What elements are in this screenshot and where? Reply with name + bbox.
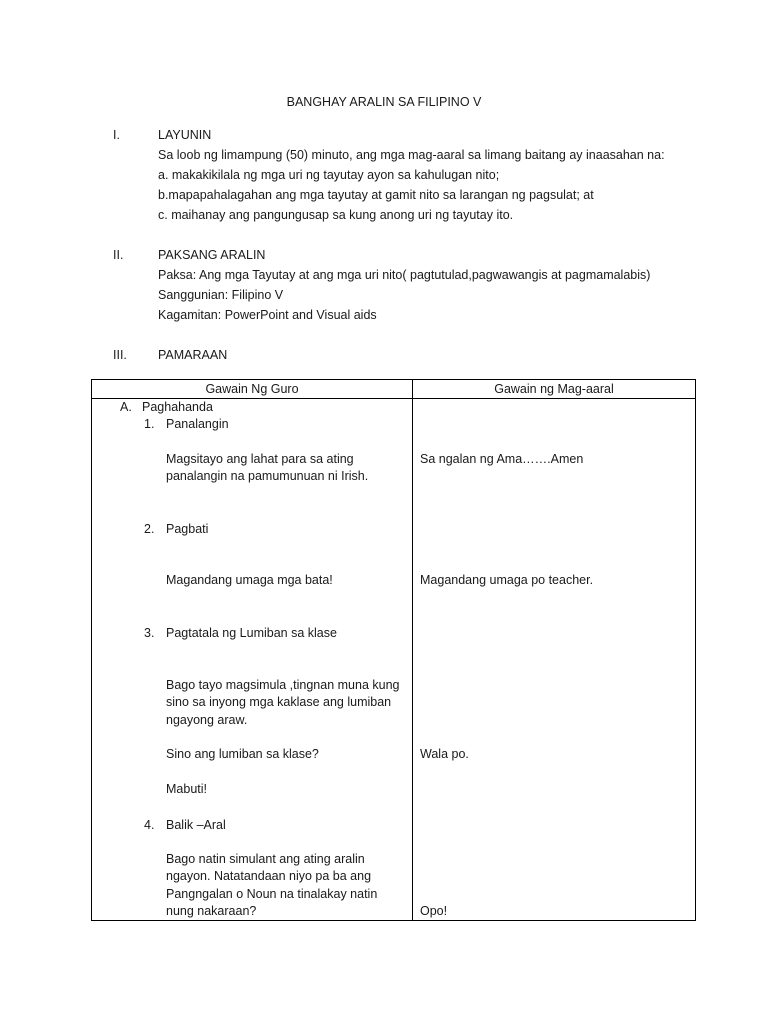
section-heading-paksang-aralin: PAKSANG ARALIN bbox=[158, 248, 266, 262]
guro-text: Bago tayo magsimula ,tingnan muna kung bbox=[166, 678, 400, 692]
layunin-line: Sa loob ng limampung (50) minuto, ang mga mag-aaral sa limang baitang ay inaasahan na: bbox=[158, 148, 665, 162]
lesson-plan-table bbox=[91, 379, 696, 921]
step-label-pagbati: Pagbati bbox=[166, 522, 209, 536]
guro-text: sino sa inyong mga kaklase ang lumiban bbox=[166, 695, 392, 709]
document-title: BANGHAY ARALIN SA FILIPINO V bbox=[286, 95, 482, 109]
paksa-line: Paksa: Ang mga Tayutay at ang mga uri nito( pagtutulad,pagwawangis at pagmamalabis) bbox=[158, 268, 651, 282]
guro-text: ngayong araw. bbox=[166, 713, 248, 727]
mag-aaral-response: Opo! bbox=[420, 904, 448, 918]
layunin-line: a. makakikilala ng mga uri ng tayutay ayon sa kahulugan nito; bbox=[158, 168, 500, 182]
part-label-paghahanda: Paghahanda bbox=[142, 400, 213, 414]
guro-text: Sino ang lumiban sa klase? bbox=[166, 747, 319, 761]
guro-text: Magsitayo ang lahat para sa ating bbox=[166, 452, 354, 466]
mag-aaral-response: Wala po. bbox=[420, 747, 469, 761]
guro-column bbox=[92, 399, 413, 921]
guro-text: ngayon. Natatandaan niyo pa ba ang bbox=[166, 869, 372, 883]
mag-aaral-column bbox=[413, 399, 696, 921]
section-numeral-1: I. bbox=[113, 128, 120, 142]
layunin-line: c. maihanay ang pangungusap sa kung anong uri ng tayutay ito. bbox=[158, 208, 514, 222]
step-number: 1. bbox=[144, 417, 155, 431]
step-label-pagtatala: Pagtatala ng Lumiban sa klase bbox=[166, 626, 337, 640]
guro-text: nung nakaraan? bbox=[166, 904, 257, 918]
mag-aaral-response: Magandang umaga po teacher. bbox=[420, 573, 594, 587]
guro-text: Magandang umaga mga bata! bbox=[166, 573, 333, 587]
part-marker: A. bbox=[120, 400, 132, 414]
layunin-line: b.mapapahalagahan ang mga tayutay at gamit nito sa larangan ng pagsulat; at bbox=[158, 188, 594, 202]
step-number: 2. bbox=[144, 522, 155, 536]
table-header-row bbox=[92, 380, 696, 399]
table-row bbox=[92, 399, 696, 921]
step-label-balik-aral: Balik –Aral bbox=[166, 818, 226, 832]
step-number: 3. bbox=[144, 626, 155, 640]
section-heading-layunin: LAYUNIN bbox=[158, 128, 212, 142]
mag-aaral-response: Sa ngalan ng Ama…….Amen bbox=[420, 452, 584, 466]
guro-text: Mabuti! bbox=[166, 782, 207, 796]
guro-text: panalangin na pamumunuan ni Irish. bbox=[166, 469, 369, 483]
section-heading-pamaraan: PAMARAAN bbox=[158, 348, 228, 362]
step-label-panalangin: Panalangin bbox=[166, 417, 229, 431]
section-numeral-2: II. bbox=[113, 248, 124, 262]
guro-text: Bago natin simulant ang ating aralin bbox=[166, 852, 365, 866]
kagamitan-line: Kagamitan: PowerPoint and Visual aids bbox=[158, 308, 377, 322]
header-gawain-ng-guro: Gawain Ng Guro bbox=[92, 380, 413, 399]
sanggunian-line: Sanggunian: Filipino V bbox=[158, 288, 284, 302]
header-gawain-ng-mag-aaral: Gawain ng Mag-aaral bbox=[413, 380, 696, 399]
section-numeral-3: III. bbox=[113, 348, 127, 362]
step-number: 4. bbox=[144, 818, 155, 832]
guro-text: Pangngalan o Noun na tinalakay natin bbox=[166, 887, 378, 901]
